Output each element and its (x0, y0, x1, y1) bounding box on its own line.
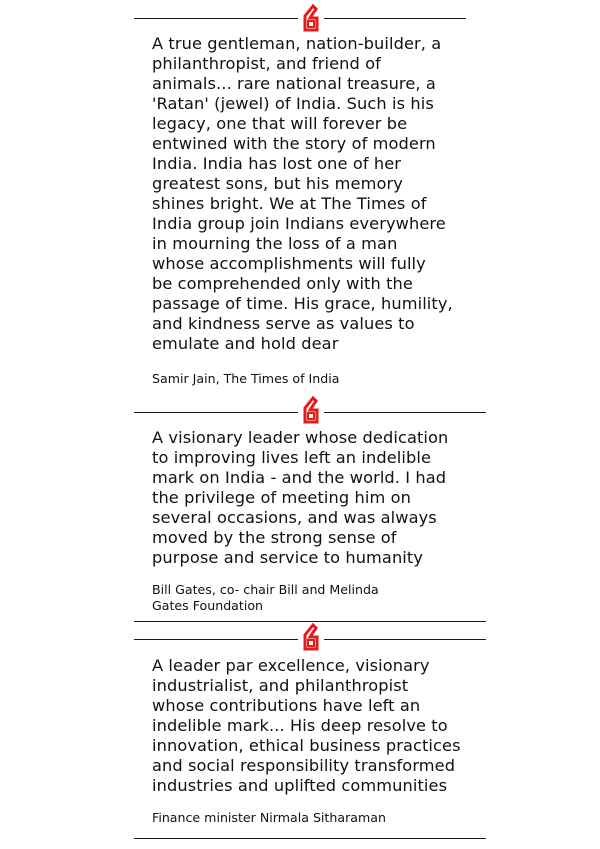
divider (134, 621, 486, 622)
quote-text-2: A visionary leader whose dedication to improving lives left an indelible mark on India - and the world. I had the privilege of meeting him on several occasions, and was always moved by the strong sense of purpose and service to humanity (152, 428, 449, 567)
quote-text-1: A true gentleman, nation-builder, a philanthropist, and friend of animals... rare national treasure, a 'Ratan' (jewel) of India. Such is his legacy, one that will forever be entwined with the story of modern India. India has lost one of her greatest sons, but his memory shines bright. We at The Times of India group join Indians everywhere in mourning the loss of a man whose accomplishments will fully be comprehended only with the passage of time. His grace, humility, and kindness serve as values to emulate and hold dear (152, 34, 453, 353)
quotation-mark-icon (298, 396, 324, 426)
quote-text-3: A leader par excellence, visionary industrialist, and philanthropist whose contributions have left an indelible mark... His deep resolve to innovation, ethical business practices and social responsibility transformed industries and uplifted communities (152, 656, 461, 795)
quotation-mark-icon (298, 623, 324, 653)
quote-attribution-3: Finance minister Nirmala Sitharaman (152, 810, 386, 825)
quote-attribution-1: Samir Jain, The Times of India (152, 371, 340, 386)
quotation-mark-icon (298, 4, 324, 34)
quote-attribution-2: Bill Gates, co- chair Bill and Melinda Gates Foundation (152, 582, 379, 613)
divider-bottom (134, 838, 486, 839)
